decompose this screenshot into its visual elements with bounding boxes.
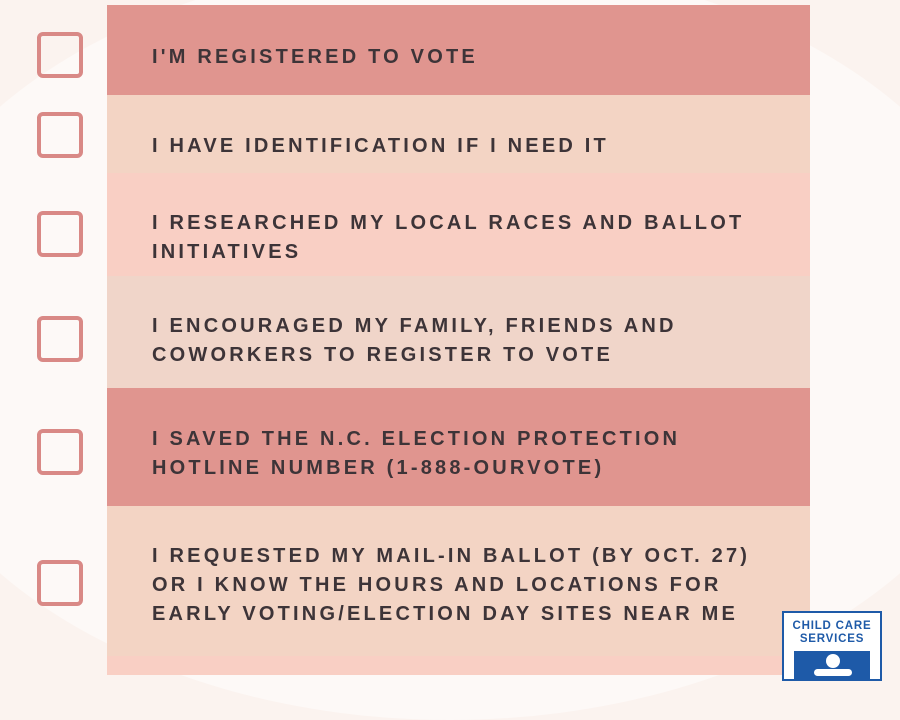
checklist-item-mail-in-ballot: [0, 506, 900, 656]
child-care-services-logo: [782, 611, 882, 681]
logo-text: CHILD CARE SERVICES: [792, 620, 872, 645]
item-label: I SAVED THE N.C. ELECTION PROTECTION HOTLINE NUMBER (1-888-OURVOTE): [152, 428, 681, 479]
checklist-item-partial: [0, 656, 900, 675]
item-label: I RESEARCHED MY LOCAL RACES AND BALLOT INITIATIVES: [152, 212, 745, 263]
item-band: [107, 656, 810, 675]
checklist-item-registered: [0, 5, 900, 95]
checkbox[interactable]: [37, 316, 83, 362]
item-label: I'M REGISTERED TO VOTE: [152, 46, 478, 68]
item-label: I REQUESTED MY MAIL-IN BALLOT (BY OCT. 27) OR I KNOW THE HOURS AND LOCATIONS FOR EARLY VOTING/ELECTION DAY SITES NEAR ME: [152, 545, 751, 625]
checkbox[interactable]: [37, 211, 83, 257]
checklist-item-hotline: [0, 388, 900, 506]
checklist-item-identification: [0, 95, 900, 173]
checkbox[interactable]: [37, 429, 83, 475]
checklist-item-encouraged: [0, 276, 900, 388]
checklist-item-researched: [0, 173, 900, 276]
checkbox[interactable]: [37, 112, 83, 158]
checkbox[interactable]: [37, 32, 83, 78]
checkbox[interactable]: [37, 560, 83, 606]
item-label: I HAVE IDENTIFICATION IF I NEED IT: [152, 135, 609, 157]
item-label: I ENCOURAGED MY FAMILY, FRIENDS AND COWORKERS TO REGISTER TO VOTE: [152, 315, 677, 366]
logo-figure-icon: [794, 651, 870, 681]
